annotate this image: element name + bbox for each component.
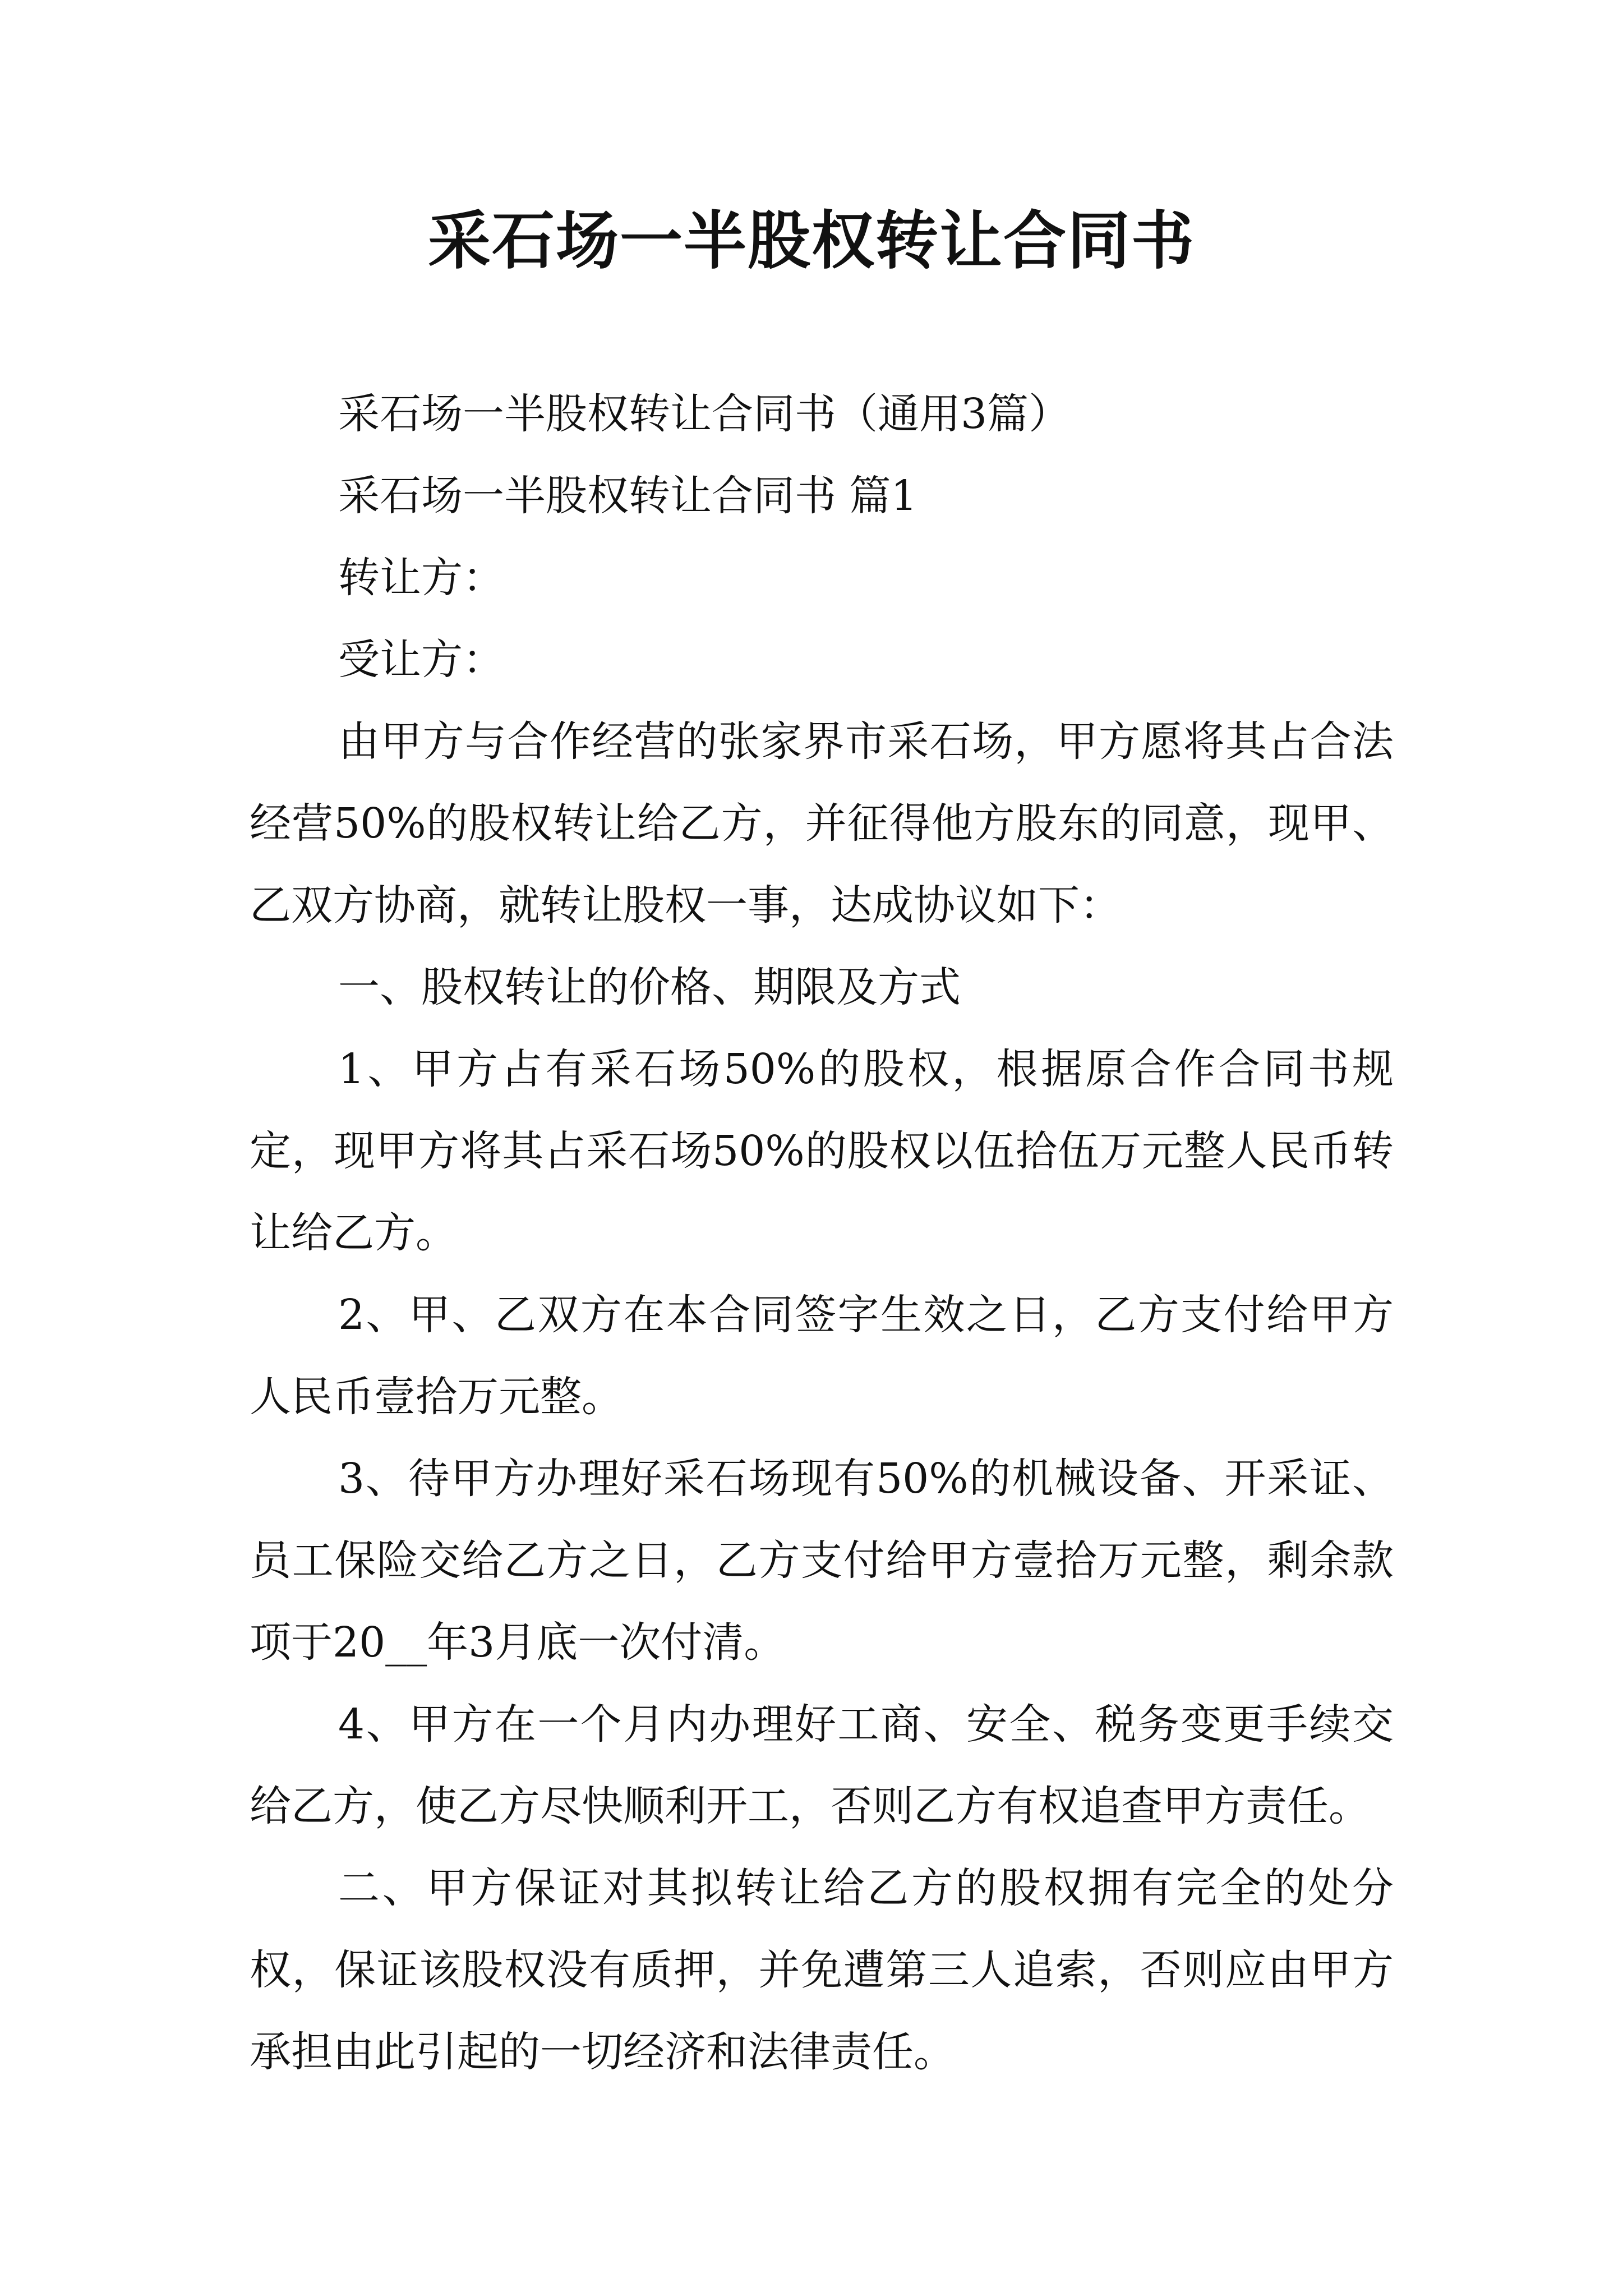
paragraph-subtitle: 采石场一半股权转让合同书（通用3篇） [338, 390, 1071, 438]
paragraph-preamble: 由甲方与合作经营的张家界市采石场，甲方愿将其占合法经营50%的股权转让给乙方，并征得他方股东的同意，现甲、乙双方协商，就转让股权一事，达成协议如下： [250, 717, 1394, 930]
document-body [250, 373, 1394, 2093]
paragraph-clause-1-1: 1、甲方占有采石场50%的股权，根据原合作合同书规定，现甲方将其占采石场50%的股权以伍拾伍万元整人民币转让给乙方。 [250, 1045, 1394, 1257]
paragraph-clause-1-2: 2、甲、乙双方在本合同签字生效之日，乙方支付给甲方人民币壹拾万元整。 [250, 1291, 1394, 1421]
paragraph-transferee: 受让方： [338, 636, 504, 684]
document-title: 采石场一半股权转让合同书 [428, 204, 1195, 278]
paragraph-clause-heading-1: 一、股权转让的价格、期限及方式 [338, 963, 961, 1011]
paragraph-transferor: 转让方： [338, 554, 504, 602]
paragraph-clause-1-4: 4、甲方在一个月内办理好工商、安全、税务变更手续交给乙方，使乙方尽快顺利开工，否则乙方有权追查甲方责任。 [250, 1700, 1394, 1830]
paragraph-clause-1-3: 3、待甲方办理好采石场现有50%的机械设备、开采证、员工保险交给乙方之日，乙方支付给甲方壹拾万元整，剩余款项于20__年3月底一次付清。 [250, 1455, 1394, 1667]
paragraph-clause-2: 二、甲方保证对其拟转让给乙方的股权拥有完全的处分权，保证该股权没有质押，并免遭第三人追索，否则应由甲方承担由此引起的一切经济和法律责任。 [250, 1864, 1394, 2076]
paragraph-section-heading: 采石场一半股权转让合同书 篇1 [338, 472, 917, 520]
